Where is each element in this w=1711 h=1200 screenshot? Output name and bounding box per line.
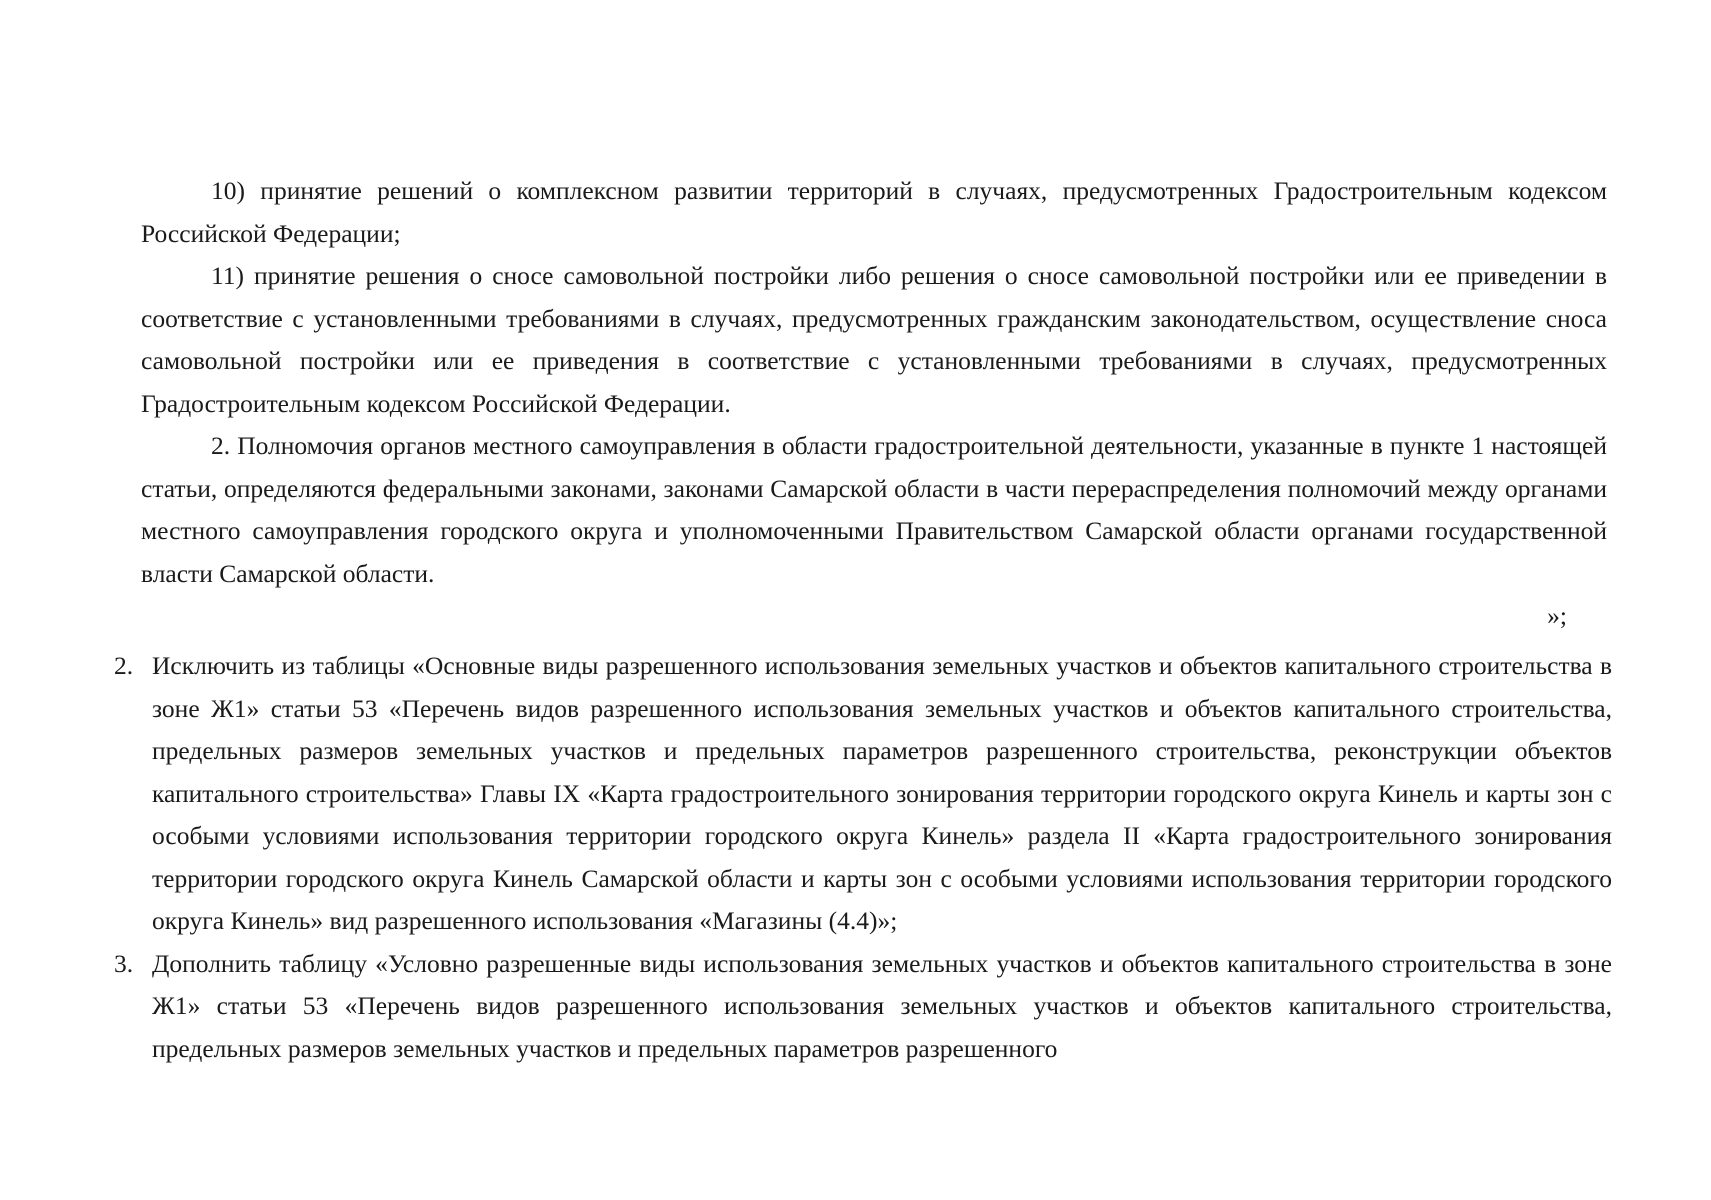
closing-quote: »;	[1547, 601, 1567, 630]
list-item-text: Исключить из таблицы «Основные виды разрешенного использования земельных участков и объектов капитального строительства в зоне Ж1» статьи 53 «Перечень видов разрешенного использования земельных участков и объектов капитального строительства, предельных размеров земельных участков и предельных параметров разрешенного строительства, реконструкции объектов капитального строительства» Главы IX «Карта градостроительного зонирования территории городского округа Кинель и карты зон с особыми условиями использования территории городского округа Кинель» раздела II «Карта градостроительного зонирования территории городского округа Кинель Самарской области и карты зон с особыми условиями использования территории городского округа Кинель» вид разрешенного использования «Магазины (4.4)»;	[152, 651, 1612, 935]
list-item-number: 2.	[114, 651, 134, 680]
paragraph-11: 11) принятие решения о сносе самовольной постройки либо решения о сносе самовольной постройки или ее приведении в соответствие с установленными требованиями в случаях, предусмотренных гражданским законодательством, осуществление сноса самовольной постройки или ее приведения в соответствие с установленными требованиями в случаях, предусмотренных Градостроительным кодексом Российской Федерации.	[141, 261, 1607, 418]
paragraph-10: 10) принятие решений о комплексном развитии территорий в случаях, предусмотренных Градостроительным кодексом Российской Федерации;	[141, 176, 1607, 248]
numbered-list	[114, 645, 1612, 1070]
list-item-text: Дополнить таблицу «Условно разрешенные виды использования земельных участков и объектов капитального строительства в зоне Ж1» статьи 53 «Перечень видов разрешенного использования земельных участков и объектов капитального строительства, предельных размеров земельных участков и предельных параметров разрешенного	[152, 948, 1612, 1063]
list-item-number: 3.	[114, 948, 134, 978]
paragraph-2: 2. Полномочия органов местного самоуправления в области градостроительной деятельности, указанные в пункте 1 настоящей статьи, определяются федеральными законами, законами Самарской области в части перераспределения полномочий между органами местного самоуправления городского округа и уполномоченными Правительством Самарской области органами государственной власти Самарской области.	[141, 431, 1607, 588]
list-item	[114, 943, 1612, 1071]
list-item	[114, 645, 1612, 943]
text-block	[141, 170, 1607, 638]
